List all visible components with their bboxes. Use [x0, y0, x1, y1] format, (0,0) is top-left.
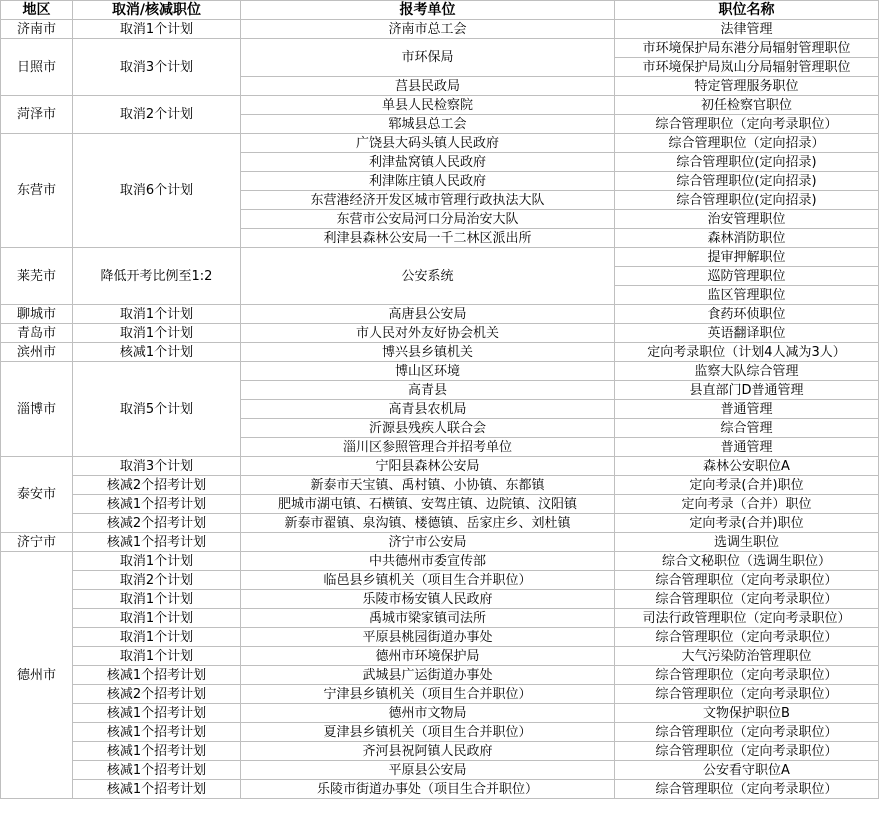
table-row: [1, 96, 879, 115]
position-cell: 英语翻译职位: [615, 324, 879, 343]
position-cell: 森林消防职位: [615, 229, 879, 248]
action-cell: 核减1个招考计划: [73, 495, 241, 514]
position-cell: 综合管理职位(定向招录): [615, 191, 879, 210]
unit-cell: 博山区环境: [241, 362, 615, 381]
table-row: [1, 742, 879, 761]
region-cell: 德州市: [1, 552, 73, 799]
position-cell: 普通管理: [615, 438, 879, 457]
position-cell: 特定管理服务职位: [615, 77, 879, 96]
position-cell: 选调生职位: [615, 533, 879, 552]
action-cell: 核减1个招考计划: [73, 666, 241, 685]
unit-cell: 临邑县乡镇机关（项目生合并职位）: [241, 571, 615, 590]
action-cell: 取消1个计划: [73, 305, 241, 324]
action-cell: 取消3个计划: [73, 39, 241, 96]
unit-cell: 宁阳县森林公安局: [241, 457, 615, 476]
unit-cell: 德州市文物局: [241, 704, 615, 723]
position-cell: 定向考录（合并）职位: [615, 495, 879, 514]
table-row: [1, 305, 879, 324]
position-cell: 司法行政管理职位（定向考录职位）: [615, 609, 879, 628]
action-cell: 核减1个计划: [73, 343, 241, 362]
table-row: [1, 343, 879, 362]
action-cell: 核减1个招考计划: [73, 704, 241, 723]
action-cell: 取消1个计划: [73, 628, 241, 647]
region-cell: 莱芜市: [1, 248, 73, 305]
unit-cell: 夏津县乡镇机关（项目生合并职位）: [241, 723, 615, 742]
unit-cell: 公安系统: [241, 248, 615, 305]
action-cell: 取消1个计划: [73, 609, 241, 628]
unit-cell: 单县人民检察院: [241, 96, 615, 115]
unit-cell: 博兴县乡镇机关: [241, 343, 615, 362]
unit-cell: 武城县广运街道办事处: [241, 666, 615, 685]
position-cell: 巡防管理职位: [615, 267, 879, 286]
action-cell: 核减2个招考计划: [73, 514, 241, 533]
position-cell: 综合管理职位（定向考录职位）: [615, 590, 879, 609]
position-cell: 普通管理: [615, 400, 879, 419]
table-row: [1, 457, 879, 476]
table-row: [1, 609, 879, 628]
unit-cell: 利津陈庄镇人民政府: [241, 172, 615, 191]
unit-cell: 乐陵市杨安镇人民政府: [241, 590, 615, 609]
unit-cell: 济宁市公安局: [241, 533, 615, 552]
table-row: [1, 533, 879, 552]
unit-cell: 淄川区参照管理合并招考单位: [241, 438, 615, 457]
table-row: [1, 628, 879, 647]
unit-cell: 郓城县总工会: [241, 115, 615, 134]
region-cell: 东营市: [1, 134, 73, 248]
table-body: [1, 20, 879, 799]
position-cell: 森林公安职位A: [615, 457, 879, 476]
unit-cell: 新泰市天宝镇、禹村镇、小协镇、东都镇: [241, 476, 615, 495]
position-cell: 定向考录(合并)职位: [615, 476, 879, 495]
table-row: [1, 476, 879, 495]
table-row: [1, 666, 879, 685]
position-cell: 综合管理职位（定向考录职位）: [615, 780, 879, 799]
unit-cell: 平原县公安局: [241, 761, 615, 780]
region-cell: 青岛市: [1, 324, 73, 343]
position-cell: 治安管理职位: [615, 210, 879, 229]
action-cell: 取消1个计划: [73, 552, 241, 571]
action-cell: 取消1个计划: [73, 590, 241, 609]
position-cell: 县直部门D普通管理: [615, 381, 879, 400]
action-cell: 取消2个计划: [73, 571, 241, 590]
table-row: [1, 571, 879, 590]
table-row: [1, 39, 879, 58]
position-cell: 综合管理职位（定向考录职位）: [615, 666, 879, 685]
position-cell: 市环境保护局岚山分局辐射管理职位: [615, 58, 879, 77]
position-cell: 综合管理职位(定向招录): [615, 172, 879, 191]
action-cell: 取消2个计划: [73, 96, 241, 134]
table-row: [1, 248, 879, 267]
action-cell: 核减1个招考计划: [73, 723, 241, 742]
unit-cell: 东营港经济开发区城市管理行政执法大队: [241, 191, 615, 210]
action-cell: 核减1个招考计划: [73, 533, 241, 552]
position-cell: 综合管理职位（定向考录职位）: [615, 742, 879, 761]
table-row: [1, 552, 879, 571]
action-cell: 核减1个招考计划: [73, 761, 241, 780]
table-row: [1, 647, 879, 666]
table-row: [1, 134, 879, 153]
action-cell: 降低开考比例至1:2: [73, 248, 241, 305]
header-action: 取消/核减职位: [73, 1, 241, 20]
region-cell: 济宁市: [1, 533, 73, 552]
unit-cell: 中共德州市委宣传部: [241, 552, 615, 571]
position-cell: 综合管理职位（定向考录职位）: [615, 571, 879, 590]
table-row: [1, 761, 879, 780]
action-cell: 核减2个招考计划: [73, 685, 241, 704]
unit-cell: 市环保局: [241, 39, 615, 77]
unit-cell: 莒县民政局: [241, 77, 615, 96]
position-cell: 综合管理职位（定向招录）: [615, 134, 879, 153]
action-cell: 取消1个计划: [73, 20, 241, 39]
region-cell: 淄博市: [1, 362, 73, 457]
unit-cell: 德州市环境保护局: [241, 647, 615, 666]
unit-cell: 平原县桃园街道办事处: [241, 628, 615, 647]
action-cell: 取消3个计划: [73, 457, 241, 476]
position-cell: 市环境保护局东港分局辐射管理职位: [615, 39, 879, 58]
region-cell: 菏泽市: [1, 96, 73, 134]
position-cell: 监察大队综合管理: [615, 362, 879, 381]
table-row: [1, 324, 879, 343]
region-cell: 日照市: [1, 39, 73, 96]
position-cell: 大气污染防治管理职位: [615, 647, 879, 666]
region-cell: 聊城市: [1, 305, 73, 324]
unit-cell: 东营市公安局河口分局治安大队: [241, 210, 615, 229]
header-region: 地区: [1, 1, 73, 20]
position-cell: 文物保护职位B: [615, 704, 879, 723]
table-row: [1, 685, 879, 704]
region-cell: 济南市: [1, 20, 73, 39]
unit-cell: 高唐县公安局: [241, 305, 615, 324]
unit-cell: 禹城市梁家镇司法所: [241, 609, 615, 628]
unit-cell: 沂源县残疾人联合会: [241, 419, 615, 438]
region-cell: 滨州市: [1, 343, 73, 362]
action-cell: 取消1个计划: [73, 647, 241, 666]
unit-cell: 济南市总工会: [241, 20, 615, 39]
header-row: [1, 1, 879, 20]
action-cell: 核减1个招考计划: [73, 780, 241, 799]
header-unit: 报考单位: [241, 1, 615, 20]
table-row: [1, 704, 879, 723]
action-cell: 取消1个计划: [73, 324, 241, 343]
table-row: [1, 495, 879, 514]
unit-cell: 齐河县祝阿镇人民政府: [241, 742, 615, 761]
action-cell: 核减1个招考计划: [73, 742, 241, 761]
unit-cell: 新泰市翟镇、泉沟镇、楼德镇、岳家庄乡、刘杜镇: [241, 514, 615, 533]
header-position: 职位名称: [615, 1, 879, 20]
position-cell: 法律管理: [615, 20, 879, 39]
unit-cell: 高青县农机局: [241, 400, 615, 419]
region-cell: 泰安市: [1, 457, 73, 533]
position-cell: 初任检察官职位: [615, 96, 879, 115]
position-cell: 定向考录(合并)职位: [615, 514, 879, 533]
action-cell: 取消6个计划: [73, 134, 241, 248]
unit-cell: 高青县: [241, 381, 615, 400]
position-cell: 公安看守职位A: [615, 761, 879, 780]
unit-cell: 肥城市湖屯镇、石横镇、安驾庄镇、边院镇、汶阳镇: [241, 495, 615, 514]
table-row: [1, 590, 879, 609]
table-row: [1, 723, 879, 742]
position-cell: 监区管理职位: [615, 286, 879, 305]
position-cell: 综合管理: [615, 419, 879, 438]
position-cell: 定向考录职位（计划4人减为3人）: [615, 343, 879, 362]
unit-cell: 利津盐窝镇人民政府: [241, 153, 615, 172]
position-cell: 综合管理职位（定向考录职位）: [615, 628, 879, 647]
action-cell: 核减2个招考计划: [73, 476, 241, 495]
position-cell: 提审押解职位: [615, 248, 879, 267]
table-row: [1, 514, 879, 533]
position-cell: 综合管理职位（定向考录职位）: [615, 685, 879, 704]
table-row: [1, 362, 879, 381]
position-cell: 综合管理职位(定向招录): [615, 153, 879, 172]
unit-cell: 宁津县乡镇机关（项目生合并职位）: [241, 685, 615, 704]
action-cell: 取消5个计划: [73, 362, 241, 457]
position-cell: 食药环侦职位: [615, 305, 879, 324]
table-row: [1, 780, 879, 799]
table-row: [1, 20, 879, 39]
position-cell: 综合管理职位（定向考录职位）: [615, 115, 879, 134]
position-cell: 综合文秘职位（选调生职位）: [615, 552, 879, 571]
position-cell: 综合管理职位（定向考录职位）: [615, 723, 879, 742]
unit-cell: 乐陵市街道办事处（项目生合并职位）: [241, 780, 615, 799]
unit-cell: 市人民对外友好协会机关: [241, 324, 615, 343]
unit-cell: 利津县森林公安局一千二林区派出所: [241, 229, 615, 248]
unit-cell: 广饶县大码头镇人民政府: [241, 134, 615, 153]
